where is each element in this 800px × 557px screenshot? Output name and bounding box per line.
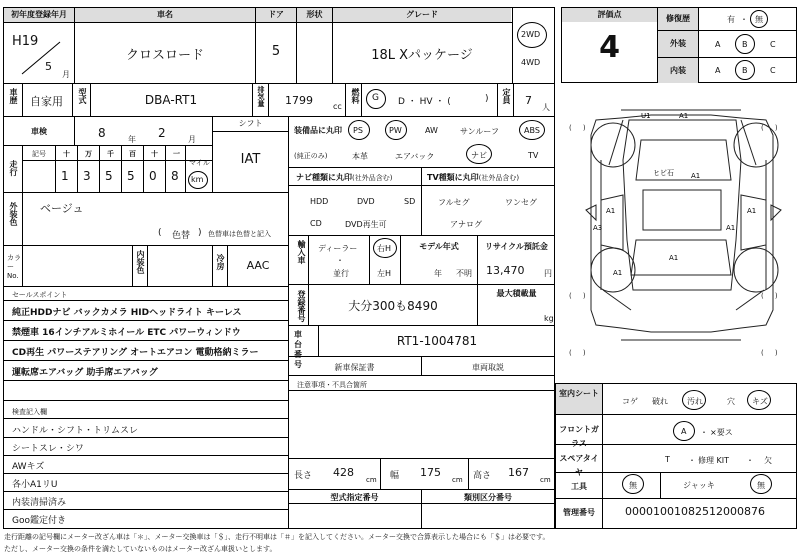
cap-label: 定員: [502, 88, 511, 104]
tv-analog: アナログ: [450, 220, 482, 229]
spare-t: T: [665, 455, 670, 464]
inspector-line-rule: [4, 437, 288, 438]
shift-label: シフト: [213, 117, 288, 131]
mileage-unit-label: 十: [63, 150, 70, 158]
windshield-dot: ・: [700, 428, 708, 437]
exterior-b: B: [742, 40, 748, 49]
seat-item: 穴: [727, 397, 735, 406]
sales-point-line: 純正HDDナビ バックカメラ HIDヘッドライト キーレス: [12, 308, 242, 318]
windshield-x: ×要ス: [710, 428, 733, 437]
sales-point-line: 禁煙車 16インチアルミホイール ETC パワーウィンドウ: [12, 328, 241, 338]
repair-dot: ・: [740, 15, 748, 24]
interior-label: 内装: [658, 58, 698, 83]
mileage-divider: [99, 146, 100, 192]
interior-c: C: [770, 66, 776, 75]
sales-line-rule: [4, 360, 288, 361]
reg-month-unit: 月: [62, 70, 70, 79]
damage-code-label: A3: [593, 224, 603, 232]
damage-code-label: A1: [606, 207, 616, 215]
import-dealer: ディーラー: [318, 244, 358, 253]
model-label: 型式: [78, 88, 87, 104]
navi-dvd-play: DVD再生可: [345, 220, 387, 229]
damage-code-label: A1: [691, 172, 701, 180]
cap-unit: 人: [542, 103, 550, 112]
footer-line1: 走行距離の記号欄にメーター改ざん車は「＊」、メーター交換車は「＄」、走行不明車は「＃」を記入してください。メーター交換で合算表示した場合にも「＄」は必要です。: [4, 533, 550, 541]
sales-line-rule: [4, 380, 288, 381]
color-word: 色替: [172, 231, 191, 241]
door-header: ドア: [256, 8, 296, 22]
mileage-digit: 1: [61, 169, 69, 183]
width-unit: cm: [452, 476, 463, 484]
damage-code-label: A1: [747, 207, 757, 215]
sales-line-rule: [4, 320, 288, 321]
drive-4wd: 4WD: [521, 58, 541, 67]
equipment-label: 装備品に丸印: [294, 126, 342, 135]
control-label: 管理番号: [556, 506, 602, 520]
length-label: 長さ: [294, 471, 313, 481]
damage-code-label: ヒビ石: [653, 169, 674, 177]
type-no-label: 型式指定番号: [330, 493, 379, 502]
score-value: 4: [599, 30, 620, 65]
reg-header: 初年度登録年月: [4, 8, 74, 22]
svg-text:( ): ( ): [569, 292, 586, 300]
max-load-label: 最大積載量: [496, 289, 537, 298]
tv-type-label: TV種類に丸印(社外品含む): [427, 173, 520, 182]
color-paren-open: (: [158, 228, 162, 238]
svg-text:( ): ( ): [569, 349, 586, 357]
disp-cc: cc: [333, 102, 342, 111]
equip-tv: TV: [528, 151, 539, 160]
damage-code-label: A1: [679, 112, 689, 120]
spare-kit: 修理 KIT: [698, 456, 730, 465]
reg-era: H19: [12, 34, 39, 49]
damage-code-label: A1: [669, 254, 679, 262]
ac-label: 冷房: [216, 254, 225, 270]
mileage-digit: 5: [127, 169, 135, 183]
mileage-unit-label: 百: [129, 150, 136, 158]
use-label: 車歴: [9, 88, 18, 104]
color-note: 色替車は色替と記入: [208, 230, 271, 238]
seat-label: 室内シート: [556, 384, 602, 414]
score-label: 評価点: [562, 8, 657, 22]
model-year-unit: 年: [434, 269, 442, 278]
mileage-divider: [121, 146, 122, 192]
length-value: 428: [333, 466, 354, 479]
manual-label: 車両取説: [472, 363, 504, 372]
class-no-label: 類別区分番号: [464, 493, 512, 502]
jack-none: 無: [757, 481, 765, 490]
tools-label: 工具: [556, 480, 602, 494]
mileage-mile: マイル: [189, 159, 210, 167]
disp-label: 排気量: [257, 86, 265, 107]
mileage-digit: 5: [105, 169, 113, 183]
exterior-label: 外装: [658, 31, 698, 57]
drive-2wd: 2WD: [521, 30, 541, 39]
mileage-km: km: [191, 175, 204, 184]
repair-no: 無: [755, 15, 763, 24]
sales-point-line: CD再生 パワーステアリング オートエアコン 電動格納ミラー: [12, 348, 259, 358]
mileage-sign-label: 記号: [32, 150, 46, 158]
equip-navi: ナビ: [471, 151, 487, 160]
spare-label: スペアタイヤ: [556, 452, 602, 480]
navi-type-label: ナビ種類に丸印(社外品含む): [296, 173, 393, 182]
import-right: 右H: [377, 244, 392, 253]
inspection-month-unit: 月: [188, 135, 196, 144]
length-unit: cm: [366, 476, 377, 484]
inspector-line: Goo鑑定付き: [12, 516, 66, 526]
recycle-label: リサイクル預託金: [485, 242, 548, 251]
inspection-label: 車検: [4, 125, 74, 139]
inspection-year: 8: [98, 126, 106, 140]
import-parallel: 並行: [333, 269, 349, 278]
ac-value: AAC: [246, 259, 270, 272]
model-value: DBA-RT1: [144, 93, 198, 107]
mileage-unit-label: 千: [107, 150, 114, 158]
seat-item: コゲ: [622, 397, 638, 406]
colorno-label: カラーNo.: [7, 254, 21, 280]
model-year-label: モデル年式: [419, 242, 459, 251]
max-load-unit: kg: [544, 314, 554, 323]
fuel-label: 燃料: [351, 88, 360, 104]
exterior-a: A: [715, 40, 721, 49]
mileage-unit-label: 万: [85, 150, 92, 158]
mileage-divider: [55, 146, 56, 192]
width-value: 175: [420, 466, 441, 479]
shape-header: 形状: [297, 8, 332, 22]
spare-none: 欠: [764, 456, 772, 465]
damage-code-label: A1: [613, 269, 623, 277]
sales-point-line: 運転席エアバッグ 助手席エアバッグ: [12, 368, 158, 378]
recycle-unit: 円: [544, 269, 552, 278]
interior-color-label: 内装色: [136, 250, 145, 274]
windshield-label: フロントガラス: [556, 423, 602, 451]
regno-value: 大分300も8490: [348, 299, 438, 313]
svg-text:( ): ( ): [569, 124, 586, 132]
mileage-unit-label: 一: [173, 150, 180, 158]
notes-label: 注意事項・不具合箇所: [297, 381, 367, 389]
mileage-digit: 3: [83, 169, 91, 183]
inspector-line-rule: [4, 455, 288, 456]
equip-pw: PW: [389, 126, 402, 135]
seat-item: 汚れ: [687, 397, 703, 406]
grade-value: 18L Xパッケージ: [371, 48, 473, 63]
fuel-g: G: [372, 93, 379, 103]
navi-hdd: HDD: [310, 197, 329, 206]
navi-cd: CD: [310, 219, 322, 228]
chassis-label: 車台番号: [294, 330, 302, 369]
inspector-line: シートスレ・シワ: [12, 444, 84, 454]
height-label: 高さ: [473, 471, 492, 481]
mileage-divider: [185, 146, 186, 192]
spare-dot2: ・: [746, 456, 754, 465]
import-dot: ・: [336, 256, 344, 265]
grade-header: グレード: [333, 8, 511, 22]
equip-aw: AW: [425, 126, 438, 135]
jack-label: ジャッキ: [683, 481, 715, 490]
width-label: 幅: [390, 471, 400, 481]
windshield-a: A: [681, 427, 687, 436]
seat-item: 破れ: [652, 397, 668, 406]
chassis-value: RT1-1004781: [396, 334, 478, 348]
svg-text:( ): ( ): [761, 292, 778, 300]
mileage-unit-label: 十: [151, 150, 158, 158]
color-paren-close: ): [198, 228, 202, 238]
equip-airbag: エアバック: [395, 152, 435, 161]
import-left: 左H: [377, 269, 392, 278]
door-value: 5: [271, 44, 281, 59]
mileage-divider: [165, 146, 166, 192]
inspector-line: ハンドル・シフト・トリムスレ: [12, 426, 139, 436]
mileage-digit: 8: [171, 169, 179, 183]
car-header: 車名: [75, 8, 255, 22]
inspector-line-rule: [4, 509, 288, 510]
control-value: 0000100108251200087​6: [625, 505, 765, 518]
car-name: クロスロード: [125, 48, 204, 63]
shift-value: IAT: [240, 152, 261, 167]
model-year-value: 不明: [456, 269, 472, 278]
color-value: ベージュ: [40, 202, 84, 215]
fuel-close: ): [485, 94, 489, 104]
equip-abs: ABS: [524, 126, 540, 135]
inspector-line-rule: [4, 473, 288, 474]
svg-text:( ): ( ): [761, 124, 778, 132]
navi-sd: SD: [404, 197, 416, 206]
tools-none: 無: [629, 481, 637, 490]
recycle-value: 13,470: [486, 264, 525, 277]
footer-line2: ただし、メーター交換の条件を満たしていないものはメーター改ざん車扱いとします。: [4, 545, 277, 553]
damage-code-label: A1: [726, 224, 736, 232]
mileage-label: 走行: [9, 160, 18, 176]
damage-code-label: U1: [641, 112, 651, 120]
equipment-sub: (純正のみ): [294, 152, 328, 160]
sales-points-label: セールスポイント: [12, 291, 68, 299]
repair-yes: 有: [727, 15, 735, 24]
inspector-line: 内装清掃済み: [12, 498, 67, 508]
car-damage-diagram: [561, 90, 797, 380]
tv-fullseg: フルセグ: [438, 198, 470, 207]
interior-b: B: [742, 66, 748, 75]
mileage-divider: [77, 146, 78, 192]
equip-ps: PS: [353, 126, 363, 135]
sales-line-rule: [4, 340, 288, 341]
regno-label: 登録番号: [297, 290, 306, 322]
exterior-c: C: [770, 40, 776, 49]
inspection-month: 2: [158, 126, 166, 140]
seat-item: キズ: [752, 397, 768, 406]
inspector-line: AWキズ: [12, 462, 45, 472]
reg-month: 5: [45, 60, 52, 73]
inspector-line: 各小A1リU: [12, 480, 58, 490]
repair-label: 修復歴: [658, 8, 698, 30]
fuel-rest: D ・ HV ・ (: [398, 97, 451, 107]
use-value: 自家用: [30, 95, 63, 108]
interior-a: A: [715, 66, 721, 75]
height-value: 167: [508, 466, 529, 479]
inspection-year-unit: 年: [128, 135, 136, 144]
height-unit: cm: [540, 476, 551, 484]
navi-dvd: DVD: [357, 197, 375, 206]
inspector-label: 検査記入欄: [12, 408, 47, 416]
mileage-divider: [143, 146, 144, 192]
disp-value: 1799: [285, 94, 313, 107]
color-label: 外装色: [9, 202, 18, 226]
mileage-digit: 0: [149, 169, 157, 183]
cap-value: 7: [525, 94, 532, 107]
import-label: 輸入車: [297, 240, 306, 264]
inspector-line-rule: [4, 491, 288, 492]
equip-leather: 本革: [352, 152, 368, 161]
tv-oneseg: ワンセグ: [505, 198, 537, 207]
svg-text:( ): ( ): [761, 349, 778, 357]
equip-sunroof: サンルーフ: [460, 127, 499, 136]
warranty-label: 新車保証書: [334, 363, 375, 372]
spare-dot: ・: [688, 456, 696, 465]
